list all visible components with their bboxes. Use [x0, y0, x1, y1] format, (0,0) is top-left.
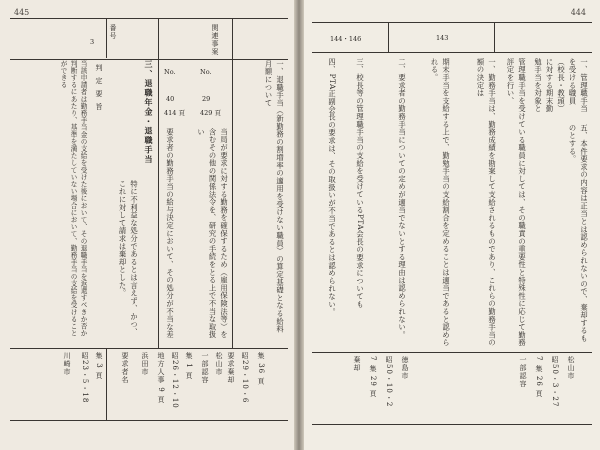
right-page-number: 444	[570, 8, 586, 17]
right-footer-ref-b: 7 集 29 頁	[369, 356, 377, 399]
right-text-5: 二、要求者の勤務手当についての定めが適当でないとする理由は認められない。	[398, 58, 407, 339]
right-text-6: 三、校長等の管理職手当の支給を受けているPTA会長の要求についても	[356, 58, 365, 309]
right-text-7: 四、PTA正副会長の要求は、その取扱いが不当であるとは認められない。	[328, 58, 337, 316]
related-page-a: 414 頁	[164, 109, 185, 117]
left-header-table	[10, 18, 288, 60]
header-related-label: 関連事案	[211, 24, 219, 56]
right-footer-date-a: 昭50・3・27	[551, 356, 559, 408]
left-page	[0, 0, 295, 450]
right-text-4: 期末手当を支給する上で、勤勉手当の支給割合を定めることは適当であると認められる。	[430, 58, 451, 347]
book-gutter	[294, 0, 304, 450]
related-no-b: No.	[200, 68, 212, 76]
footer-ref-c: 集 3 頁	[95, 352, 103, 380]
footer-ref-b: 集 36 頁	[257, 352, 265, 386]
body-text-main: 一、退職手当（新勤務の割増率の適用を受けない職員）の算定基礎となる給料月額について	[264, 60, 285, 333]
header-ref-right: 144・146	[330, 35, 362, 43]
right-footer-extra-b: 棄却	[353, 356, 361, 372]
related-page-b: 429 頁	[200, 109, 221, 117]
footer-authority-b: 松山市	[215, 352, 223, 376]
footer-date-c: 昭23・5・18	[81, 352, 89, 404]
right-text-3: 一、勤務手当は、勤務成績を勘案して支給されるものであり、これらの勤務手当の額の決定は	[476, 58, 497, 347]
right-footer-date-b: 昭50・10・2	[385, 356, 393, 408]
header-ref-right-2: 143	[436, 34, 449, 42]
left-page-number: 445	[14, 8, 30, 17]
right-footer-ref-a: 7 集 26 頁	[535, 356, 543, 399]
footer-extra-b: 要求棄却	[227, 352, 235, 384]
right-text-8: 五、本件要求の内容は正当とは認められないので、棄却するものとする。	[568, 124, 589, 343]
body-text-2: 要求者の勤務手当の給与決定において、その処分が不当な差	[166, 128, 175, 339]
left-column-text: 当該申請者は勤務手当金の支給を受けた後において、その退職手当を返還すべきか否か判断するにあたり、基準を満たしていない場合において、勤務手当の支給を受けることができる	[59, 60, 87, 337]
footer-date-b: 昭29・10・6	[241, 352, 249, 404]
footer-authority-a: 浜田市	[141, 352, 149, 376]
section-title: 三、退職年金・退職手当	[144, 60, 154, 165]
footer-ref-a: 集 1 頁	[185, 352, 193, 380]
right-text-2: 管理職手当を受けている職員に対しては、その職責の重要性と特殊性に応じて勤務評定を行い、	[506, 58, 527, 347]
footer-authority-c: 川崎市	[63, 352, 71, 376]
related-num-b: 29	[202, 95, 211, 103]
footer-label-authority: 要求者名	[121, 352, 129, 384]
right-footer-authority-b: 徳島市	[401, 356, 409, 380]
header-number: 3	[90, 38, 95, 46]
footer-extra-a: 一部認容	[201, 352, 209, 384]
right-page	[304, 0, 600, 450]
footer-extra-c: 地方人事 9 頁	[157, 352, 165, 404]
related-no-a: No.	[164, 68, 176, 76]
judgment-header: 判定要旨	[95, 64, 103, 116]
header-number-label: 番号	[109, 24, 117, 40]
right-footer-extra-a: 一部認容	[519, 356, 527, 388]
right-text-1: 一、管理職手当を受ける職員（校長・教頭）に対する期末勤勉手当を対象と	[534, 58, 589, 113]
right-footer-authority-a: 松山市	[567, 356, 575, 380]
related-num-a: 40	[166, 95, 175, 103]
body-text-3: 特に不利益な処分であるとは言えず、かつ、これに対して請求は棄却とした。	[118, 180, 139, 336]
footer-date-a: 昭26・12・10	[171, 352, 179, 409]
body-text-1: 当局が要求に対する勤務を確保するため（雇用保険法等）を含むその他の関係法令を、研究の手続をとる上で不当な取扱い	[197, 128, 229, 339]
